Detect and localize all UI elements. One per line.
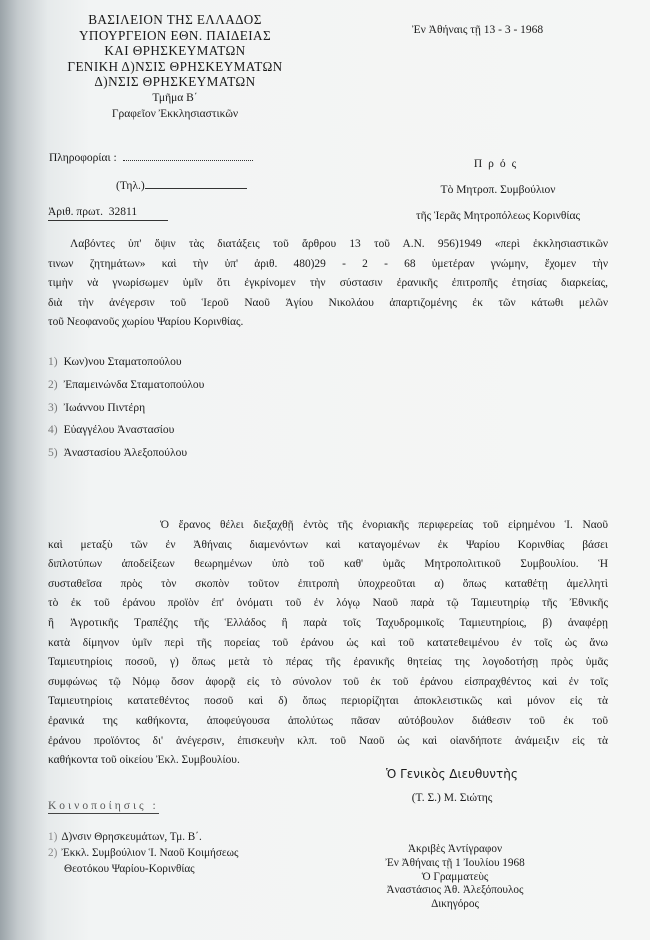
committee-members-list: [48, 351, 204, 465]
text-line: τιμὴν νὰ γνωρίσωμεν ὑμῖν ὅτι ἐγκρίνομεν τὴν σύστασιν ἐρανικῆς ἐπιτροπῆς ἐτησίας διαρκείας,: [48, 277, 608, 290]
member-number: 1): [48, 356, 58, 368]
cc-list: [48, 829, 238, 877]
cc-text: Ἐκκλ. Συμβούλιον Ἱ. Ναοῦ Κοιμήσεως: [61, 847, 239, 859]
true-copy-attestation: [360, 843, 550, 912]
cc-number: 1): [48, 831, 58, 843]
text-line: διπλοτύπων ἀποδείξεων θεωρημένων ὑπὸ τοῦ καθ' ὑμᾶς Μητροπολιτικοῦ Συμβουλίου. Ἡ: [48, 558, 608, 571]
signature-title: Ὁ Γενικὸς Διευθυντὴς: [386, 767, 518, 781]
member-name: Εὐαγγέλου Ἀναστασίου: [63, 424, 175, 437]
letterhead-section: Τμῆμα Β΄: [152, 91, 198, 104]
text-line: τοῦ Νεοφανοῦς χωρίου Ψαρίου Κορινθίας.: [48, 316, 244, 329]
attestation-line: Ἀναστάσιος Ἀθ. Ἀλεξόπουλος: [386, 884, 524, 897]
cc-number: 2): [48, 847, 58, 859]
text-line: καθήκοντα τοῦ οἰκείου Ἐκλ. Συμβουλίου.: [48, 754, 240, 767]
member-name: Ἰωάννου Πιντέρη: [63, 401, 146, 414]
text-line: ἐρανικά της καθήκοντα, ἀποφεύγουσα ἀπολύτως πᾶσαν αὐτόβουλον διάθεσιν τοῦ ἐκ τοῦ: [48, 714, 608, 727]
letterhead-line: ΒΑΣΙΛΕΙΟΝ ΤΗΣ ΕΛΛΑΔΟΣ: [88, 12, 262, 27]
cc-heading: Κοινοποίησις :: [48, 800, 159, 812]
signature-block: [382, 762, 522, 810]
text-line: Ταμιευτηρίοις ποσοῦ, γ) ὅπως μετὰ τὸ πέρας τῆς ἐρανικῆς θητείας της λογοδοτήσῃ πρὸς ὑμᾶς: [48, 656, 608, 669]
cc-text-continuation: Θεοτόκου Ψαρίου-Κορινθίας: [64, 863, 195, 875]
info-dotted-blank: [123, 160, 253, 161]
member-name: Ἐπαμεινώνδα Σταματοπούλου: [63, 378, 205, 391]
text-line: συμφώνως τῷ Νόμῳ ὅσον ἀφορᾷ εἰς τὸ σύνολον τοῦ ἐκ τοῦ ἐράνου εἰσπραχθέντος καὶ ἐν τοῖς: [48, 675, 608, 688]
text-line: Ταμιευτηρίοις κατατεθέντος ποσοῦ καὶ δ) ὅπως περιορίζηται ἀποκλειστικῶς καὶ μόνον εἰς τὰ: [48, 695, 608, 708]
letterhead-line: ΓΕΝΙΚΗ Δ)ΝΣΙΣ ΘΡΗΣΚΕΥΜΑΤΩΝ: [67, 58, 283, 74]
member-item: [48, 351, 204, 374]
protocol-value: 32811: [108, 206, 138, 218]
member-number: 5): [48, 447, 58, 460]
member-number: 2): [48, 378, 58, 391]
paragraph-approval: [48, 235, 608, 333]
text-line: Λαβόντες ὑπ' ὄψιν τὰς διατάξεις τοῦ ἄρθρου 13 τοῦ Α.Ν. 956)1949 «περὶ ἐκκλησιαστικῶν: [70, 238, 608, 250]
protocol-label: Ἀριθ. πρωτ.: [48, 206, 104, 218]
recipient-block: [378, 151, 618, 229]
attestation-line: Δικηγόρος: [431, 898, 479, 911]
tel-field: [116, 180, 247, 192]
text-line: ἢ Ἀγροτικῆς Τραπέζης τῆς Ἑλλάδος ἢ παρὰ τοῖς Ταχυδρομικοῖς Ταμιευτηρίοις, β) ἀναφέρῃ: [48, 616, 608, 629]
cc-text: Δ)νσιν Θρησκευμάτων, Τμ. Β΄.: [61, 831, 202, 843]
member-item: [48, 442, 204, 465]
tel-blank-line: [145, 188, 247, 189]
tel-label: (Τηλ.): [116, 180, 145, 192]
text-line: ἐράνου προϊόντος δι' ἀνέγερσιν, ἐπισκευὴν κλπ. τοῦ Ναοῦ ὡς καὶ οἱανδήποτε ἀνάμειξιν εἰς τὰ: [48, 734, 608, 747]
member-item: [48, 374, 204, 397]
cc-item: [48, 845, 238, 861]
recipient-line: Τὸ Μητροπ. Συμβούλιον: [440, 184, 556, 196]
member-name: Κων)νου Σταματοπούλου: [63, 356, 182, 368]
member-number: 4): [48, 424, 58, 437]
letterhead: [60, 12, 290, 122]
recipient-line: τῆς Ἱερᾶς Μητροπόλεως Κορινθίας: [415, 210, 581, 222]
member-number: 3): [48, 401, 58, 414]
recipient-pros: Πρός: [473, 158, 523, 170]
info-field: [49, 152, 253, 164]
text-line: καὶ μεταξὺ τῶν ἐν Ἀθήναις διαμενόντων καὶ καταγομένων ἐκ Ψαρίου Κορινθίας βάσει: [48, 538, 608, 551]
letterhead-line: Δ)ΝΣΙΣ ΘΡΗΣΚΕΥΜΑΤΩΝ: [94, 74, 256, 89]
member-item: [48, 397, 204, 420]
attestation-line: Ὁ Γραμματεὺς: [421, 870, 489, 883]
member-name: Ἀναστασίου Ἀλεξοπούλου: [63, 447, 188, 460]
letterhead-line: ΥΠΟΥΡΓΕΙΟΝ ΕΘΝ. ΠΑΙΔΕΙΑΣ: [78, 27, 272, 43]
info-label: Πληροφορίαι :: [49, 152, 117, 164]
paragraph-conditions: [48, 516, 608, 771]
member-item: [48, 419, 204, 442]
protocol-number: [48, 206, 168, 221]
cc-item: [48, 829, 238, 845]
text-line: Ὁ ἔρανος θέλει διεξαχθῇ ἐντὸς τῆς ἐνοριακῆς περιφερείας τοῦ εἰρημένου Ἱ. Ναοῦ: [160, 519, 608, 531]
attestation-line: Ἐν Ἀθήναις τῇ 1 Ἰουλίου 1968: [385, 856, 525, 869]
attestation-line: Ἀκριβὲς Ἀντίγραφον: [407, 843, 503, 855]
signature-name: (Τ. Σ.) Μ. Σιώτης: [411, 792, 493, 804]
text-line: διὰ τὴν ἀνέγερσιν τοῦ Ἱεροῦ Ναοῦ Ἁγίου Νικολάου ἀπαρτιζομένης ἐκ τῶν κάτωθι μελῶν: [48, 296, 608, 309]
text-line: συσταθεῖσα πρὸς τὸν σκοπὸν τοῦτον ἐπιτροπὴ ὑποχρεοῦται α) ὅπως καταθέτῃ ἀμελλητὶ: [48, 577, 608, 590]
text-line: τινων ζητημάτων» καὶ τὴν ὑπ' ἀριθ. 480)29 - 2 - 68 ὑμετέραν γνώμην, ἔχομεν τὴν: [48, 257, 608, 270]
text-line: τὸ ἐκ τοῦ ἐράνου προϊὸν ἐπ' ὀνόματι τοῦ ἐν λόγῳ Ναοῦ παρὰ τῷ Ταμιευτηρίῳ τῆς Ἐθνικῆς: [48, 597, 608, 610]
letterhead-office: Γραφεῖον Ἐκκλησιαστικῶν: [111, 107, 239, 120]
letterhead-line: ΚΑΙ ΘΡΗΣΚΕΥΜΑΤΩΝ: [104, 43, 246, 58]
text-line: κατὰ δίμηνον ὑμῖν περὶ τῆς πορείας τοῦ ἐράνου ὡς καὶ τοῦ κατατεθειμένου ἐν τοῖς ὡς ἄνω: [48, 636, 608, 649]
document-date: Ἐν Ἀθήναις τῇ 13 - 3 - 1968: [412, 24, 544, 36]
